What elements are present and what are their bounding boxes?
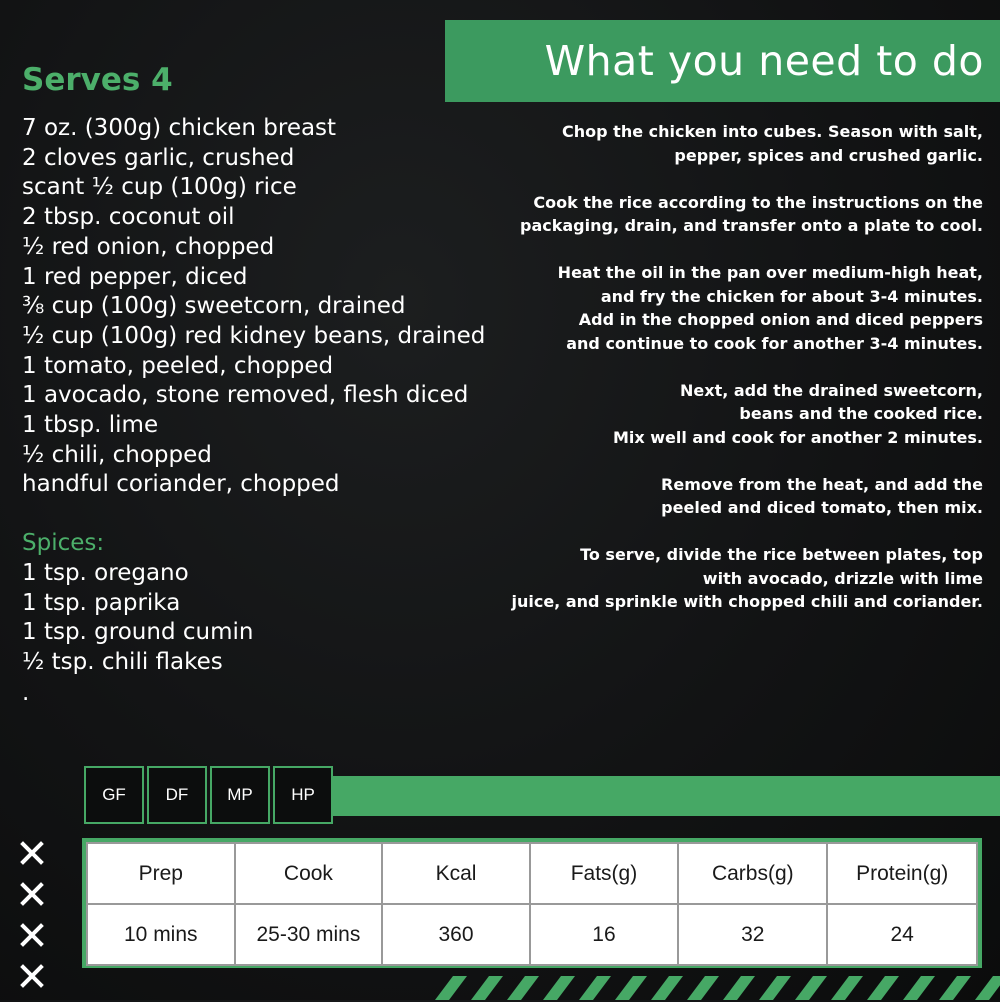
nutrition-table-frame	[82, 838, 982, 968]
step-line: Cook the rice according to the instructions on the	[533, 192, 983, 212]
step-line: Next, add the drained sweetcorn,	[680, 380, 983, 400]
method-step	[443, 191, 983, 238]
spice-item: 1 tsp. paprika	[22, 589, 181, 616]
ingredients-list	[22, 114, 485, 500]
method-steps	[443, 120, 983, 637]
step-line: and continue to cook for another 3-4 minutes.	[566, 333, 983, 353]
table-cell: 10 mins	[87, 904, 235, 965]
spice-item: 1 tsp. ground cumin	[22, 619, 254, 646]
method-step	[443, 120, 983, 167]
step-line: Add in the chopped onion and diced peppers	[578, 310, 983, 329]
step-line: Mix well and cook for another 2 minutes.	[612, 427, 983, 447]
close-icon	[17, 961, 47, 991]
spices-heading: Spices:	[22, 530, 105, 556]
table-header: Fats(g)	[530, 843, 679, 904]
tag-hp: HP	[273, 766, 333, 824]
ingredient-item: 7 oz. (300g) chicken breast	[22, 115, 337, 141]
table-header: Prep	[87, 843, 235, 904]
close-icon	[17, 879, 47, 909]
nutrition-table	[86, 842, 978, 966]
method-step	[443, 379, 983, 450]
step-line: Heat the oil in the pan over medium-high heat,	[557, 263, 983, 282]
ingredient-item: 1 avocado, stone removed, flesh diced	[22, 382, 469, 409]
side-marks	[17, 838, 49, 1002]
ingredient-item: ½ red onion, chopped	[22, 233, 275, 260]
table-header: Carbs(g)	[678, 843, 827, 904]
ingredient-item: ½ chili, chopped	[22, 441, 212, 468]
ingredient-item: ½ cup (100g) red kidney beans, drained	[22, 322, 486, 349]
ingredient-item: 2 cloves garlic, crushed	[22, 144, 295, 171]
step-line: packaging, drain, and transfer onto a plate to cool.	[519, 216, 983, 235]
tag-gf: GF	[84, 766, 144, 824]
table-cell: 24	[827, 904, 977, 965]
ingredient-item: scant ½ cup (100g) rice	[22, 174, 297, 201]
step-line: Chop the chicken into cubes. Season with salt,	[562, 122, 983, 141]
ingredient-item: 2 tbsp. coconut oil	[22, 204, 235, 231]
header-banner	[445, 20, 1000, 102]
table-cell: 360	[382, 904, 529, 965]
ingredient-item: 1 tbsp. lime	[22, 412, 159, 439]
tag-accent-bar	[330, 776, 1000, 816]
table-header: Cook	[235, 843, 383, 904]
close-icon	[17, 920, 47, 950]
method-step	[443, 543, 983, 614]
table-cell: 25-30 mins	[235, 904, 383, 965]
spice-item: 1 tsp. oregano	[22, 560, 189, 586]
spices-list	[22, 559, 253, 678]
tag-df: DF	[147, 766, 207, 824]
table-header-row	[87, 843, 977, 904]
step-line: To serve, divide the rice between plates, top	[580, 545, 983, 564]
spice-item: ½ tsp. chili flakes	[22, 649, 223, 676]
table-cell: 16	[530, 904, 679, 965]
ingredient-item: handful coriander, chopped	[22, 471, 340, 498]
step-line: peeled and diced tomato, then mix.	[661, 498, 983, 517]
step-line: juice, and sprinkle with chopped chili and coriander.	[511, 592, 983, 611]
table-cell: 32	[678, 904, 827, 965]
table-header: Protein(g)	[827, 843, 977, 904]
step-line: Remove from the heat, and add the	[661, 474, 983, 494]
trailing-dot: .	[22, 680, 30, 706]
step-line: pepper, spices and crushed garlic.	[674, 145, 983, 165]
close-icon	[17, 838, 47, 868]
step-line: with avocado, drizzle with lime	[702, 568, 983, 588]
serves-heading: Serves 4	[22, 62, 173, 98]
page-title: What you need to do	[544, 37, 984, 85]
ingredient-item: 1 tomato, peeled, chopped	[22, 352, 334, 379]
table-row	[87, 904, 977, 965]
diet-tags	[84, 766, 336, 826]
ingredient-item: ⅜ cup (100g) sweetcorn, drained	[22, 293, 406, 320]
table-header: Kcal	[382, 843, 529, 904]
step-line: beans and the cooked rice.	[739, 404, 983, 423]
method-step	[443, 473, 983, 520]
ingredient-item: 1 red pepper, diced	[22, 263, 248, 290]
method-step	[443, 261, 983, 355]
decorative-stripes	[435, 976, 1000, 1000]
step-line: and fry the chicken for about 3-4 minutes.	[600, 286, 983, 306]
tag-mp: MP	[210, 766, 270, 824]
